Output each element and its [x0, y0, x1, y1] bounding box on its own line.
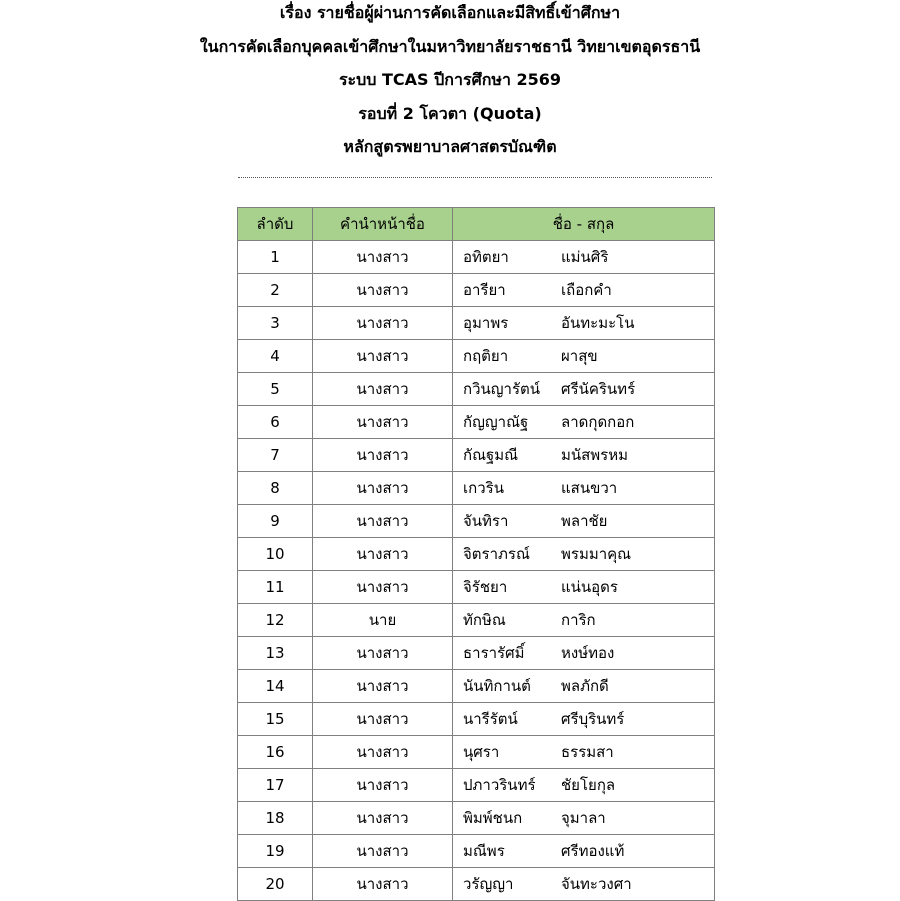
row-number: 15 [238, 703, 313, 736]
table-row [238, 769, 715, 802]
row-last-name: หงษ์ทอง [561, 644, 615, 662]
row-prefix: นางสาว [313, 538, 453, 571]
row-prefix: นางสาว [313, 835, 453, 868]
row-full-name [453, 373, 715, 406]
table-row [238, 637, 715, 670]
row-last-name: อันทะมะโน [561, 314, 635, 332]
row-first-name: วรัญญา [463, 875, 514, 893]
table-row [238, 571, 715, 604]
row-number: 20 [238, 868, 313, 901]
row-first-name: นุศรา [463, 743, 500, 761]
row-prefix: นางสาว [313, 868, 453, 901]
column-header-prefix: คำนำหน้าชื่อ [313, 208, 453, 241]
row-prefix: นางสาว [313, 373, 453, 406]
table-row [238, 835, 715, 868]
row-full-name [453, 868, 715, 901]
row-number: 5 [238, 373, 313, 406]
table-row [238, 538, 715, 571]
row-first-name: กัณฐมณี [463, 446, 519, 464]
row-last-name: ศรีบุรินทร์ [561, 710, 625, 728]
row-first-name: นารีรัตน์ [463, 710, 518, 728]
row-last-name: การิก [561, 611, 596, 629]
row-full-name [453, 439, 715, 472]
row-first-name: กวินญารัตน์ [463, 380, 541, 398]
row-first-name: จิตราภรณ์ [463, 545, 530, 563]
table-row [238, 868, 715, 901]
header-system: ระบบ TCAS ปีการศึกษา 2569 [338, 70, 562, 89]
row-number: 16 [238, 736, 313, 769]
table-row [238, 241, 715, 274]
table-row [238, 670, 715, 703]
row-full-name [453, 472, 715, 505]
header-program: หลักสูตรพยาบาลศาสตรบัณฑิต [343, 137, 557, 156]
row-prefix: นางสาว [313, 802, 453, 835]
row-first-name: อทิตยา [463, 248, 509, 266]
applicant-table [237, 207, 715, 901]
row-number: 17 [238, 769, 313, 802]
row-prefix: นางสาว [313, 406, 453, 439]
table-body [238, 241, 715, 901]
table-row [238, 703, 715, 736]
row-last-name: พลภักดี [561, 677, 609, 695]
row-last-name: ธรรมสา [561, 743, 614, 761]
row-prefix: นางสาว [313, 571, 453, 604]
row-last-name: ศรีทองแท้ [561, 842, 625, 860]
row-prefix: นางสาว [313, 505, 453, 538]
table-row [238, 802, 715, 835]
row-last-name: จุมาลา [561, 809, 606, 827]
row-first-name: จิรัชยา [463, 578, 508, 596]
row-last-name: แน่นอุดร [561, 578, 618, 596]
row-prefix: นางสาว [313, 241, 453, 274]
row-full-name [453, 505, 715, 538]
row-number: 14 [238, 670, 313, 703]
row-prefix: นางสาว [313, 703, 453, 736]
table-row [238, 406, 715, 439]
table-row [238, 307, 715, 340]
row-full-name [453, 703, 715, 736]
row-number: 3 [238, 307, 313, 340]
row-first-name: กฤติยา [463, 347, 509, 365]
row-last-name: ชัยโยกุล [561, 776, 616, 794]
header-round: รอบที่ 2 โควตา (Quota) [358, 104, 542, 123]
row-first-name: อุมาพร [463, 314, 509, 332]
row-prefix: นางสาว [313, 769, 453, 802]
row-last-name: พรมมาคุณ [561, 545, 632, 563]
row-full-name [453, 835, 715, 868]
row-full-name [453, 340, 715, 373]
dotted-divider [238, 177, 712, 178]
row-last-name: ลาดกุดกอก [561, 413, 635, 431]
row-prefix: นางสาว [313, 472, 453, 505]
row-full-name [453, 802, 715, 835]
table-row [238, 505, 715, 538]
row-full-name [453, 604, 715, 637]
header-subject: เรื่อง รายชื่อผู้ผ่านการคัดเลือกและมีสิทธิ์เข้าศึกษา [279, 3, 621, 22]
row-first-name: มณีพร [463, 842, 505, 860]
row-last-name: แสนขวา [561, 479, 618, 497]
row-prefix: นางสาว [313, 670, 453, 703]
row-first-name: กัญญาณัฐ [463, 413, 529, 431]
row-prefix: นาย [313, 604, 453, 637]
row-prefix: นางสาว [313, 637, 453, 670]
table-row [238, 274, 715, 307]
row-full-name [453, 274, 715, 307]
row-full-name [453, 538, 715, 571]
table-row [238, 604, 715, 637]
row-prefix: นางสาว [313, 274, 453, 307]
row-number: 13 [238, 637, 313, 670]
row-first-name: นันทิกานต์ [463, 677, 531, 695]
row-prefix: นางสาว [313, 307, 453, 340]
row-first-name: จันทิรา [463, 512, 509, 530]
row-last-name: ศรีนัครินทร์ [561, 380, 636, 398]
row-first-name: เกวริน [463, 479, 504, 497]
row-number: 12 [238, 604, 313, 637]
row-first-name: อารียา [463, 281, 506, 299]
table-header-row [238, 208, 715, 241]
row-full-name [453, 406, 715, 439]
row-prefix: นางสาว [313, 736, 453, 769]
row-number: 18 [238, 802, 313, 835]
table-row [238, 472, 715, 505]
row-last-name: เถือกคำ [561, 281, 612, 299]
header-selection: ในการคัดเลือกบุคคลเข้าศึกษาในมหาวิทยาลัยราชธานี วิทยาเขตอุดรธานี [199, 37, 701, 56]
row-number: 10 [238, 538, 313, 571]
row-full-name [453, 769, 715, 802]
row-first-name: ธารารัศมิ์ [463, 644, 525, 662]
row-first-name: ปภาวรินทร์ [463, 776, 536, 794]
row-last-name: มนัสพรหม [561, 446, 629, 464]
row-prefix: นางสาว [313, 439, 453, 472]
row-last-name: พลาชัย [561, 512, 608, 530]
row-full-name [453, 241, 715, 274]
row-full-name [453, 736, 715, 769]
row-number: 1 [238, 241, 313, 274]
row-full-name [453, 571, 715, 604]
row-first-name: ทักษิณ [463, 611, 506, 629]
table-row [238, 736, 715, 769]
row-full-name [453, 307, 715, 340]
row-number: 4 [238, 340, 313, 373]
row-first-name: พิมพ์ชนก [463, 809, 523, 827]
row-full-name [453, 637, 715, 670]
column-header-number: ลำดับ [238, 208, 313, 241]
column-header-name: ชื่อ - สกุล [453, 208, 715, 241]
row-last-name: จันทะวงศา [561, 875, 632, 893]
row-last-name: แม่นศิริ [561, 248, 609, 266]
row-number: 11 [238, 571, 313, 604]
row-last-name: ผาสุข [561, 347, 598, 365]
row-number: 8 [238, 472, 313, 505]
table-row [238, 439, 715, 472]
row-number: 6 [238, 406, 313, 439]
row-prefix: นางสาว [313, 340, 453, 373]
table-row [238, 340, 715, 373]
row-number: 19 [238, 835, 313, 868]
row-number: 7 [238, 439, 313, 472]
table-row [238, 373, 715, 406]
row-full-name [453, 670, 715, 703]
row-number: 9 [238, 505, 313, 538]
row-number: 2 [238, 274, 313, 307]
